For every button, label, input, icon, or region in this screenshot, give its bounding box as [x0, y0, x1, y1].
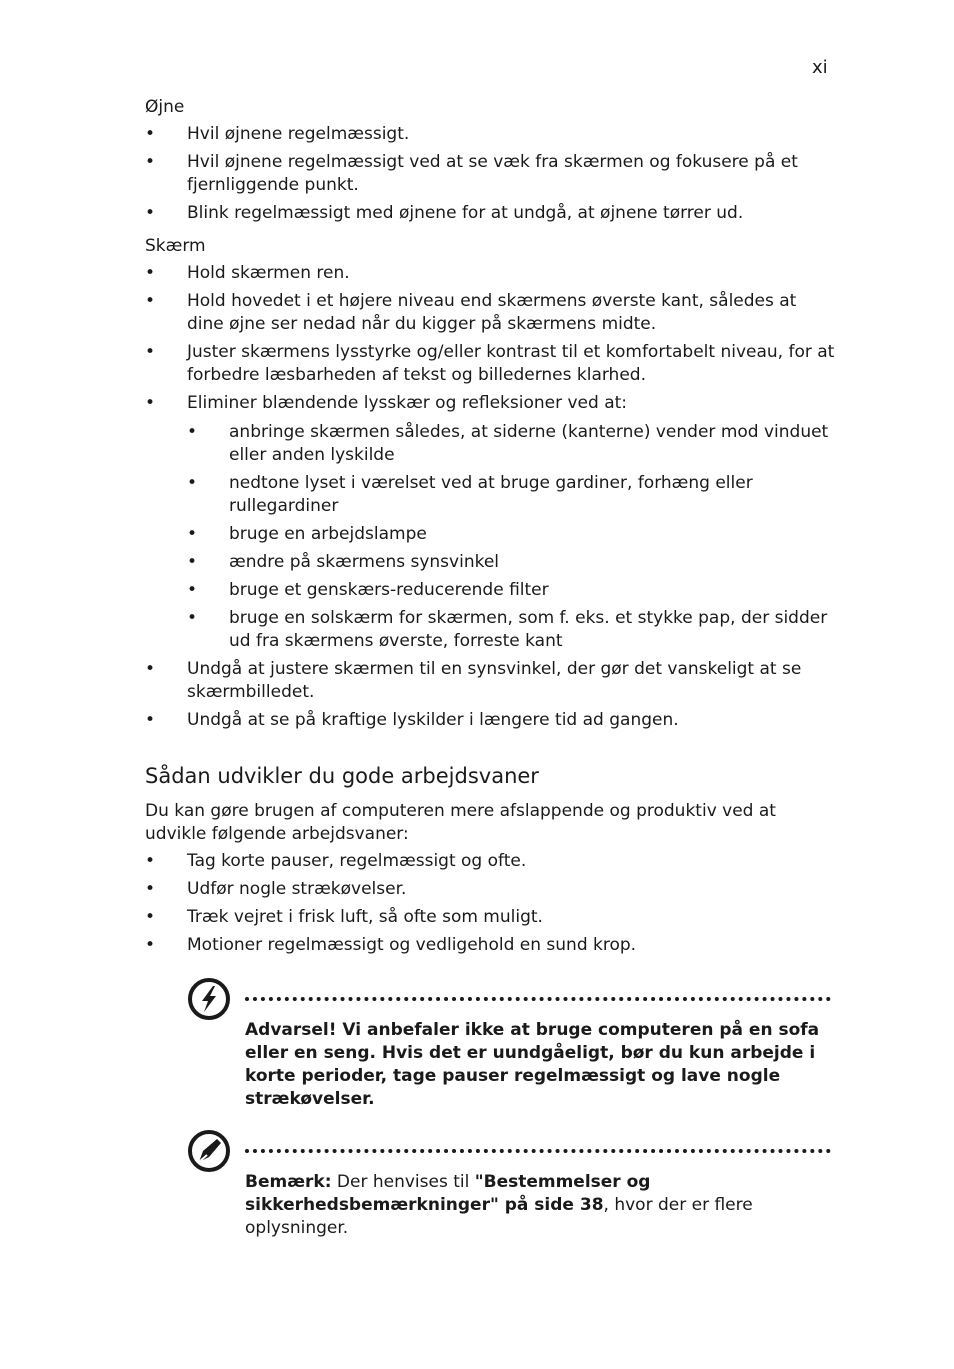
list-item: • Undgå at justere skærmen til en synsvinkel, der gør det vanskeligt at se skærmbilledet. — [145, 658, 835, 704]
list-item: • Motioner regelmæssigt og vedligehold en sund krop. — [145, 934, 835, 957]
divider — [245, 997, 831, 1001]
list-item: • Undgå at se på kraftige lyskilder i længere tid ad gangen. — [145, 709, 835, 732]
note-block — [245, 1149, 831, 1240]
warning-block — [245, 997, 831, 1111]
note-reference: "Bestemmelser og sikkerhedsbemærkninger" på side 38 — [245, 1172, 651, 1215]
sub-list-item: • bruge et genskærs-reducerende filter — [187, 579, 835, 602]
eyes-list — [145, 123, 835, 225]
list-item: • Juster skærmens lysstyrke og/eller kontrast til et komfortabelt niveau, for at forbedre læsbarheden af tekst og billedernes klarhed. — [145, 341, 835, 387]
list-item: • Hold hovedet i et højere niveau end skærmens øverste kant, således at dine øjne ser nedad når du kigger på skærmens midte. — [145, 290, 835, 336]
note-text — [245, 1171, 831, 1240]
warning-lightning-icon — [187, 977, 231, 1021]
list-item: • Hvil øjnene regelmæssigt ved at se væk fra skærmen og fokusere på et fjernliggende punkt. — [145, 151, 835, 197]
sub-list-item: • bruge en solskærm for skærmen, som f. eks. et stykke pap, der sidder ud fra skærmens øverste, forreste kant — [187, 607, 835, 653]
list-item-text: Eliminer blændende lysskær og refleksioner ved at: — [187, 393, 627, 413]
note-text-before: Der henvises til — [331, 1172, 475, 1192]
list-item: • Udfør nogle strækøvelser. — [145, 878, 835, 901]
list-item — [145, 392, 835, 653]
warning-text: Advarsel! Vi anbefaler ikke at bruge computeren på en sofa eller en seng. Hvis det er uundgåeligt, bør du kun arbejde i korte perioder, tage pauser regelmæssigt og lave nogle strækøvelser. — [245, 1020, 820, 1109]
page-number: xi — [812, 57, 828, 78]
glare-sublist — [187, 421, 835, 653]
divider — [245, 1149, 831, 1153]
list-item: • Hvil øjnene regelmæssigt. — [145, 123, 835, 146]
sub-list-item: • anbringe skærmen således, at siderne (kanterne) vender mod vinduet eller anden lyskilde — [187, 421, 835, 467]
screen-label: Skærm — [145, 236, 206, 256]
note-pen-icon — [187, 1129, 231, 1173]
sub-list-item: • nedtone lyset i værelset ved at bruge gardiner, forhæng eller rullegardiner — [187, 472, 835, 518]
note-text-after: , hvor der er flere oplysninger. — [245, 1195, 753, 1238]
list-item: • Tag korte pauser, regelmæssigt og ofte. — [145, 850, 835, 873]
habits-list — [145, 850, 835, 957]
screen-list — [145, 262, 835, 732]
page-content — [145, 96, 835, 1240]
section-heading: Sådan udvikler du gode arbejdsvaner — [145, 764, 539, 788]
list-item: • Blink regelmæssigt med øjnene for at undgå, at øjnene tørrer ud. — [145, 202, 835, 225]
eyes-label: Øjne — [145, 97, 185, 117]
list-item: • Træk vejret i frisk luft, så ofte som muligt. — [145, 906, 835, 929]
sub-list-item: • bruge en arbejdslampe — [187, 523, 835, 546]
habits-intro: Du kan gøre brugen af computeren mere afslappende og produktiv ved at udvikle følgende arbejdsvaner: — [145, 801, 776, 844]
list-item: • Hold skærmen ren. — [145, 262, 835, 285]
note-label: Bemærk: — [245, 1172, 332, 1192]
sub-list-item: • ændre på skærmens synsvinkel — [187, 551, 835, 574]
